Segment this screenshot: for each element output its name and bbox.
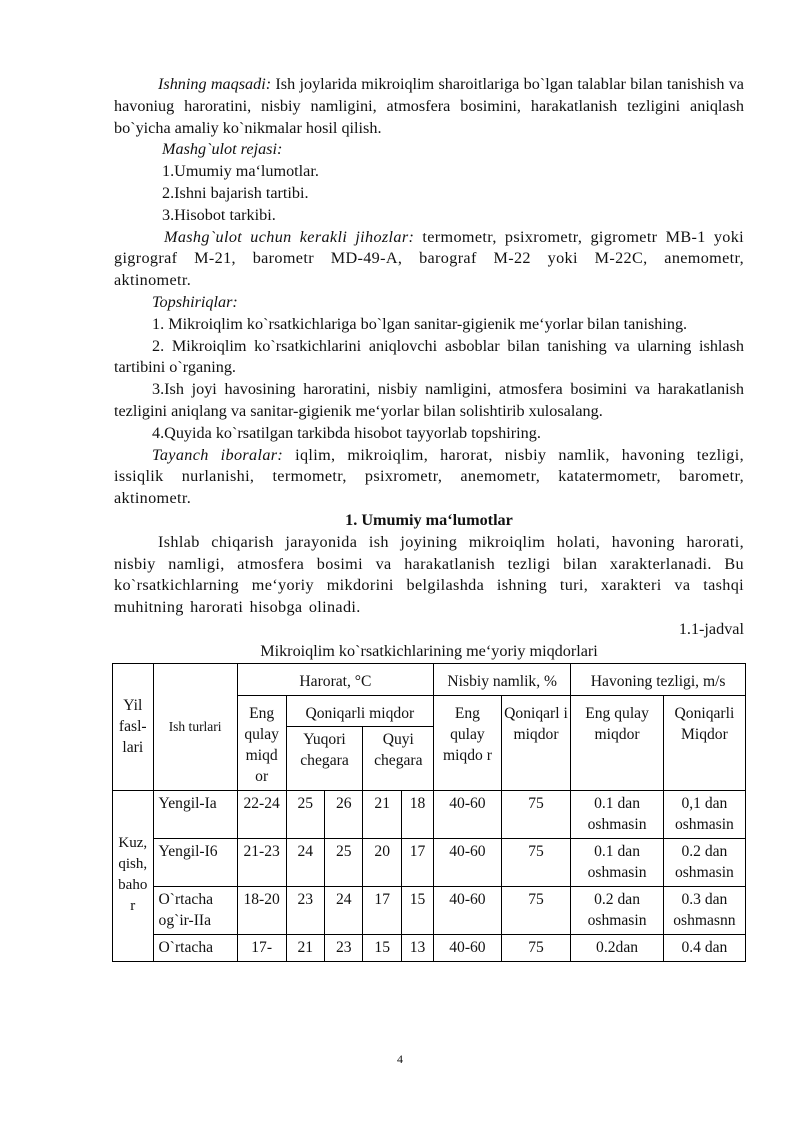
plan-label-line xyxy=(114,139,744,161)
header-temp: Harorat, °C xyxy=(237,663,433,695)
work-type-cell: O`rtacha xyxy=(153,934,237,961)
best-temp-cell: 22-24 xyxy=(237,790,286,838)
work-type-cell: Yengil-Ia xyxy=(153,790,237,838)
lower-temp-cell: 21 xyxy=(363,790,401,838)
header-work: Ish turlari xyxy=(153,663,237,790)
lower-temp-cell: 18 xyxy=(401,790,433,838)
table-row xyxy=(113,886,746,934)
upper-temp-cell: 25 xyxy=(325,838,363,886)
equipment-text: termometr, psixrometr, gigrometr MB-1 yoki gigrograf M-21, barometr MD-49-A, barograf M-22 yoki M-22C, anemometr, aktinometr. xyxy=(114,227,744,290)
best-humidity-cell: 40-60 xyxy=(434,934,502,961)
table-number: 1.1-jadval xyxy=(678,619,744,638)
header-acceptable-speed: Qoniqarli Miqdor xyxy=(663,695,745,790)
goal-text: Ish joylarida mikroiqlim sharoitlariga bo`lgan talablar bilan tanishish va havoniug haroratini, nisbiy namligini, atmosfera bosimini, harakatlanish tezligini aniqlash bo`yicha amaliy ko`nikmalar hosil qilish. xyxy=(114,75,744,137)
goal-paragraph xyxy=(114,74,744,139)
task-item: 4.Quyida ko`rsatilgan tarkibda hisobot tayyorlab topshiring. xyxy=(152,423,541,442)
table-caption: Mikroiqlim ko`rsatkichlarining me‘yoriy miqdorlari xyxy=(260,641,598,660)
best-temp-cell: 18-20 xyxy=(237,886,286,934)
header-speed: Havoning tezligi, m/s xyxy=(571,663,746,695)
upper-temp-cell: 25 xyxy=(286,790,324,838)
norms-table xyxy=(112,663,746,962)
header-lower: Quyi chegara xyxy=(363,727,434,791)
acceptable-humidity-cell: 75 xyxy=(501,886,571,934)
best-speed-cell: 0.1 dan oshmasin xyxy=(571,838,664,886)
acceptable-speed-cell: 0.4 dan xyxy=(663,934,745,961)
header-best-speed: Eng qulay miqdor xyxy=(571,695,664,790)
section-paragraph: Ishlab chiqarish jarayonida ish joyining mikroiqlim holati, havoning harorati, nisbiy namligi, atmosfera bosimi va harakatlanish tezligi bilan xarakterlanadi. Bu ko`rsatkichlarning me‘yoriy mikdorini belgilashda ishning turi, xarakteri va tashqi muhitning harorati hisobga olinadi. xyxy=(114,532,744,617)
plan-item: 1.Umumiy ma‘lumotlar. xyxy=(162,162,319,181)
tasks-label: Topshiriqlar: xyxy=(152,292,238,311)
keywords-label: Tayanch iboralar: xyxy=(152,445,284,464)
best-temp-cell: 17- xyxy=(237,934,286,961)
header-season: Yil fasl-lari xyxy=(113,663,154,790)
header-acceptable-temp: Qoniqarli miqdor xyxy=(286,695,434,726)
header-best-humidity: Eng qulay miqdo r xyxy=(434,695,502,790)
upper-temp-cell: 21 xyxy=(286,934,324,961)
upper-temp-cell: 24 xyxy=(286,838,324,886)
keywords-paragraph xyxy=(114,445,744,510)
header-best-temp: Eng qulay miqd or xyxy=(237,695,286,790)
task-item: 2. Mikroiqlim ko`rsatkichlarini aniqlovchi asboblar bilan tanishing va ularning ishlash tartibini o`rganing. xyxy=(114,336,744,377)
acceptable-speed-cell: 0.2 dan oshmasin xyxy=(663,838,745,886)
header-humidity: Nisbiy namlik, % xyxy=(434,663,571,695)
work-type-cell: O`rtacha og`ir-IIa xyxy=(153,886,237,934)
table-header-row xyxy=(113,663,746,695)
work-type-cell: Yengil-I6 xyxy=(153,838,237,886)
lower-temp-cell: 17 xyxy=(363,886,401,934)
document-page xyxy=(114,74,744,962)
acceptable-humidity-cell: 75 xyxy=(501,790,571,838)
equipment-paragraph xyxy=(114,227,744,292)
task-item: 1. Mikroiqlim ko`rsatkichlariga bo`lgan sanitar-gigienik me‘yorlar bilan tanishing. xyxy=(152,314,688,333)
lower-temp-cell: 20 xyxy=(363,838,401,886)
goal-label: Ishning maqsadi: xyxy=(158,75,272,93)
acceptable-speed-cell: 0,1 dan oshmasin xyxy=(663,790,745,838)
best-temp-cell: 21-23 xyxy=(237,838,286,886)
plan-item: 3.Hisobot tarkibi. xyxy=(162,205,276,224)
acceptable-humidity-cell: 75 xyxy=(501,934,571,961)
upper-temp-cell: 23 xyxy=(286,886,324,934)
acceptable-speed-cell: 0.3 dan oshmasnn xyxy=(663,886,745,934)
equipment-label: Mashg`ulot uchun kerakli jihozlar: xyxy=(164,227,415,246)
lower-temp-cell: 13 xyxy=(401,934,433,961)
plan-label: Mashg`ulot rejasi: xyxy=(162,140,283,159)
header-upper: Yuqori chegara xyxy=(286,727,363,791)
table-row xyxy=(113,790,746,838)
table-row xyxy=(113,838,746,886)
upper-temp-cell: 26 xyxy=(325,790,363,838)
upper-temp-cell: 24 xyxy=(325,886,363,934)
best-humidity-cell: 40-60 xyxy=(434,838,502,886)
acceptable-humidity-cell: 75 xyxy=(501,838,571,886)
upper-temp-cell: 23 xyxy=(325,934,363,961)
best-speed-cell: 0.1 dan oshmasin xyxy=(571,790,664,838)
section-heading: 1. Umumiy ma‘lumotlar xyxy=(345,510,513,529)
best-speed-cell: 0.2 dan oshmasin xyxy=(571,886,664,934)
header-acceptable-humidity: Qoniqarl i miqdor xyxy=(501,695,571,790)
season-cell: Kuz, qish, baho r xyxy=(113,790,154,961)
lower-temp-cell: 17 xyxy=(401,838,433,886)
plan-item: 2.Ishni bajarish tartibi. xyxy=(162,183,309,202)
tasks-label-line xyxy=(114,292,744,314)
best-humidity-cell: 40-60 xyxy=(434,790,502,838)
table-row xyxy=(113,934,746,961)
keywords-text: iqlim, mikroiqlim, harorat, nisbiy namlik, havoning tezligi, issiqlik nurlanishi, termometr, psixrometr, anemometr, katatermometr, barometr, aktinometr. xyxy=(114,445,744,508)
page-number: 4 xyxy=(397,1052,403,1066)
best-humidity-cell: 40-60 xyxy=(434,886,502,934)
lower-temp-cell: 15 xyxy=(363,934,401,961)
task-item: 3.Ish joyi havosining haroratini, nisbiy namligini, atmosfera bosimini va harakatlanish tezligini aniqlang va sanitar-gigienik me‘yorlar bilan solishtirib xulosalang. xyxy=(114,380,744,420)
best-speed-cell: 0.2dan xyxy=(571,934,664,961)
lower-temp-cell: 15 xyxy=(401,886,433,934)
